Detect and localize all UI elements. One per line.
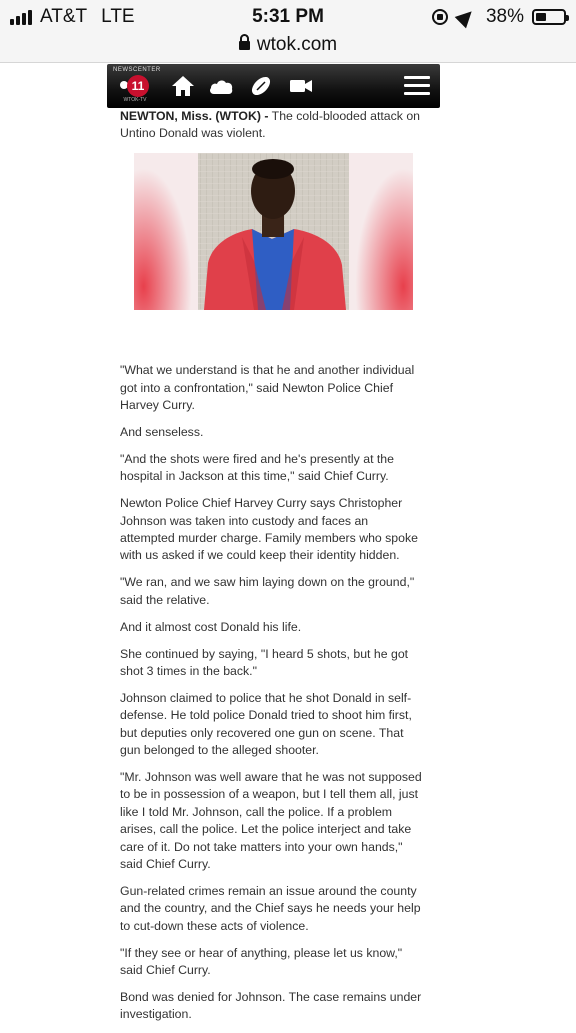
article-paragraph: And senseless.: [120, 425, 204, 440]
lead-text: The cold-blooded attack on Untino Donald was violent.: [120, 109, 421, 141]
logo-number: 11: [127, 75, 149, 97]
article-paragraph: "Mr. Johnson was well aware that he was not supposed to be in possession of a weapon, but I tell them all, just like I told Mr. Johnson, call the police. If a problem arises, call the police. Let the police interject and take care of it. Do not take matters into your own hands," said Chief Curry.: [120, 770, 422, 872]
sports-football-icon[interactable]: [247, 72, 275, 100]
article-paragraph: Gun-related crimes remain an issue around the county and the country, and the Chief says he needs your help to cut-down these acts of violence.: [120, 883, 421, 933]
site-nav-bar: [107, 64, 440, 108]
article-paragraph: "If they see or hear of anything, please let us know," said Chief Curry.: [120, 945, 403, 978]
newscenter11-logo[interactable]: [113, 67, 161, 105]
article-paragraph: Johnson claimed to police that he shot Donald in self-defense. He told police Donald tried to shoot him first, but deputies only recovered one gun on scene. That gun belonged to the alleged shooter.: [120, 690, 412, 758]
article-paragraph: Bond was denied for Johnson. The case remains under investigation.: [120, 990, 422, 1022]
battery-fill: [536, 13, 546, 21]
status-bar: [0, 0, 576, 34]
video-camera-icon[interactable]: [287, 72, 315, 100]
rotation-lock-icon: [432, 9, 448, 25]
article-paragraph: "What we understand is that he and another individual got into a confrontation," said Newton Police Chief Harvey Curry.: [120, 363, 415, 413]
network-label: LTE: [101, 6, 135, 27]
article-lead: [120, 108, 426, 143]
article-paragraph: "And the shots were fired and he's presently at the hospital in Jackson at this time," said Chief Curry.: [120, 451, 394, 484]
home-icon[interactable]: [169, 72, 197, 100]
photo-spacer: [120, 152, 426, 362]
browser-address-bar[interactable]: [0, 34, 576, 63]
article-paragraph: And it almost cost Donald his life.: [120, 619, 302, 634]
logo-sub-text: WTOK-TV: [123, 97, 147, 103]
location-arrow-icon: [455, 6, 478, 29]
url-text[interactable]: wtok.com: [256, 34, 338, 55]
article-paragraph: She continued by saying, "I heard 5 shots, but he got shot 3 times in the back.": [120, 646, 409, 678]
hamburger-menu-icon[interactable]: [404, 76, 430, 96]
weather-cloud-icon[interactable]: [207, 72, 235, 100]
logo-top-text: NEWSCENTER: [113, 67, 161, 73]
article-paragraph: Newton Police Chief Harvey Curry says Christopher Johnson was taken into custody and faces an attempted murder charge. Family members who spoke with us asked if we could keep their identity hidden.: [120, 496, 418, 563]
carrier-label: AT&T: [40, 6, 88, 27]
battery-percent: 38%: [485, 6, 524, 27]
status-time: 5:31 PM: [252, 6, 324, 27]
article-body: [120, 108, 426, 1033]
dateline: NEWTON, Miss. (WTOK) -: [120, 109, 269, 123]
padlock-icon: [239, 41, 250, 50]
battery-icon: [532, 9, 566, 25]
article-paragraph: "We ran, and we saw him laying down on the ground," said the relative.: [120, 575, 415, 607]
